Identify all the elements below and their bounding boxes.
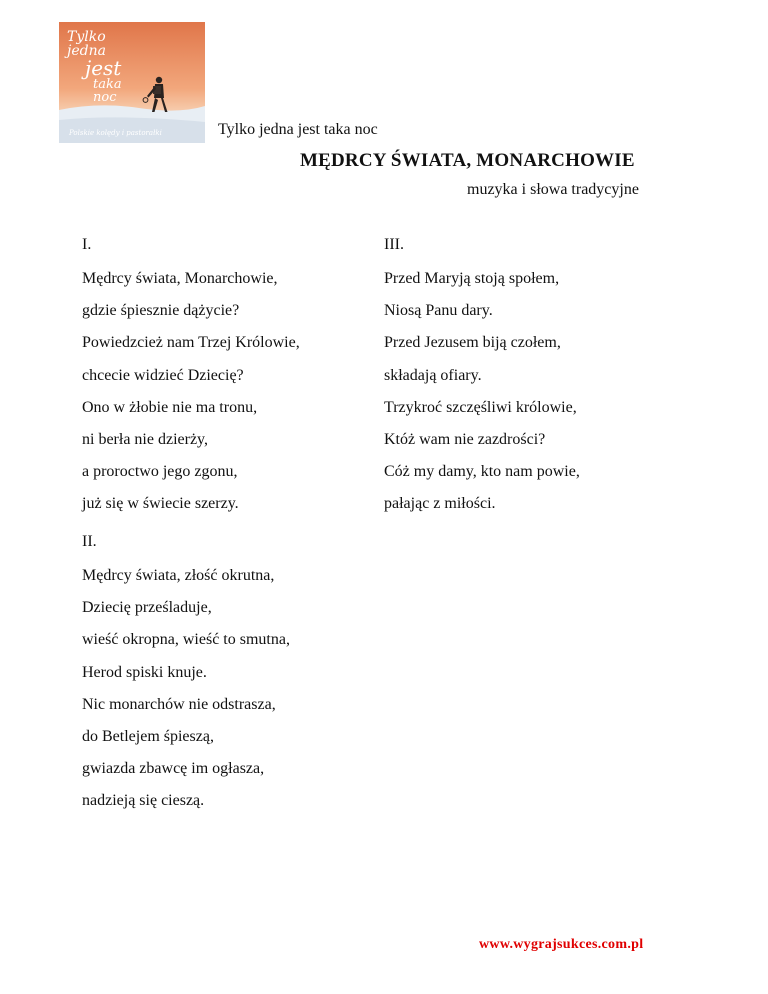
lyric-line: składają ofiary.	[384, 366, 482, 384]
cover-logo-line: Tylko jedna	[67, 29, 106, 59]
lyric-line: Cóż my damy, kto nam powie,	[384, 463, 580, 481]
stanza-number: II.	[82, 533, 97, 550]
cover-logo-line: taka noc	[93, 77, 122, 105]
lyric-line: Któż wam nie zazdrości?	[384, 430, 546, 448]
lyric-line: Niosą Panu dary.	[384, 302, 493, 320]
lyric-line: Powiedzcież nam Trzej Królowie,	[82, 334, 300, 352]
lyric-line: Mędrcy świata, złość okrutna,	[82, 567, 275, 584]
lyric-line: już się w świecie szerzy.	[82, 495, 239, 513]
lyric-line: Przed Maryją stoją społem,	[384, 270, 560, 287]
lyric-line: chcecie widzieć Dziecię?	[82, 366, 244, 384]
lyric-line: nadzieją się cieszą.	[82, 792, 205, 810]
album-title: Tylko jedna jest taka noc	[218, 121, 378, 138]
lyric-line: Nic monarchów nie odstrasza,	[82, 695, 276, 713]
lyric-line: Mędrcy świata, Monarchowie,	[82, 270, 278, 287]
song-credit: muzyka i słowa tradycyjne	[467, 181, 639, 198]
lyric-line: pałając z miłości.	[384, 495, 496, 513]
cover-logo-line: jest	[85, 56, 122, 80]
lyric-line: gwiazda zbawcę im ogłasza,	[82, 760, 265, 778]
album-cover-logo	[67, 30, 147, 104]
song-title: MĘDRCY ŚWIATA, MONARCHOWIE	[300, 150, 635, 171]
website-link[interactable]: www.wygrajsukces.com.pl	[479, 937, 644, 952]
stanza-number: I.	[82, 236, 92, 253]
stanza-number: III.	[384, 236, 404, 253]
lyric-line: ni berła nie dzierży,	[82, 430, 209, 448]
lyric-line: Trzykroć szczęśliwi królowie,	[384, 398, 577, 416]
lyric-line: Dziecię prześladuje,	[82, 599, 212, 617]
album-cover-subtitle: Polskie kolędy i pastorałki	[69, 129, 162, 137]
album-cover-image	[59, 22, 205, 143]
lyric-line: do Betlejem śpieszą,	[82, 727, 214, 745]
lyric-line: wieść okropna, wieść to smutna,	[82, 631, 290, 649]
lyric-line: Herod spiski knuje.	[82, 663, 207, 681]
lyric-line: gdzie śpiesznie dążycie?	[82, 302, 240, 320]
stanza-1	[82, 226, 300, 521]
lyric-line: a proroctwo jego zgonu,	[82, 463, 238, 481]
stanza-3	[384, 226, 580, 521]
stanza-2	[82, 523, 290, 818]
lyric-line: Ono w żłobie nie ma tronu,	[82, 398, 258, 416]
lyric-line: Przed Jezusem biją czołem,	[384, 334, 561, 352]
